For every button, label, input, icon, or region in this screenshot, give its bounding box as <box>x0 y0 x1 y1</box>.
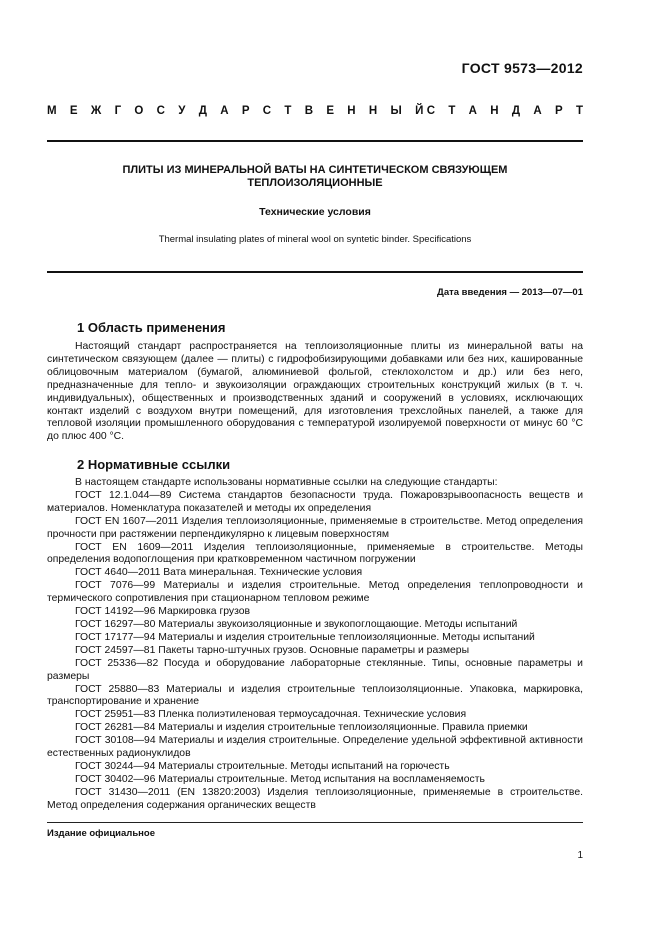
normative-reference: ГОСТ 26281—84 Материалы и изделия строительные теплоизоляционные. Правила приемки <box>75 722 528 734</box>
normative-reference: ГОСТ 30402—96 Материалы строительные. Метод испытания на воспламеняемость <box>75 773 485 785</box>
banner-letter: Г <box>114 105 122 117</box>
section-1-body <box>47 341 583 444</box>
introduction-date: Дата введения — 2013—07—01 <box>437 287 583 298</box>
document-subtitle: Технические условия <box>259 206 371 218</box>
banner-letter: Т <box>448 105 456 117</box>
banner-letter: С <box>426 105 436 117</box>
title-line-1: ПЛИТЫ ИЗ МИНЕРАЛЬНОЙ ВАТЫ НА СИНТЕТИЧЕСКОМ СВЯЗУЮЩЕМ <box>122 164 508 176</box>
normative-reference: ГОСТ 30244—94 Материалы строительные. Методы испытаний на горючесть <box>75 760 450 772</box>
banner-letter: Н <box>490 105 499 117</box>
banner-letter: У <box>178 105 186 117</box>
normative-reference: ГОСТ 7076—99 Материалы и изделия строительные. Метод определения теплопроводности и термического сопротивления при стационарном тепловом режиме <box>47 580 583 605</box>
normative-reference: ГОСТ 25336—82 Посуда и оборудование лабораторные стеклянные. Типы, основные параметры и размеры <box>47 657 583 682</box>
official-edition-label: Издание официальное <box>47 828 155 839</box>
banner-letter: С <box>262 105 272 117</box>
gost-code: ГОСТ 9573—2012 <box>461 60 583 76</box>
normative-reference: ГОСТ 12.1.044—89 Система стандартов безопасности труда. Пожаровзрывоопасность веществ и материалов. Номенклатура показателей и методы их определения <box>47 489 583 514</box>
page-number: 1 <box>577 850 583 861</box>
interstate-standard-banner <box>47 105 583 117</box>
banner-letter: Й <box>415 105 424 117</box>
banner-letter: Е <box>69 105 78 117</box>
document-title <box>47 164 583 190</box>
normative-reference: ГОСТ 17177—94 Материалы и изделия строительные теплоизоляционные. Методы испытаний <box>75 631 535 643</box>
english-title: Thermal insulating plates of mineral wool on syntetic binder. Specifications <box>158 234 472 245</box>
section-1-heading: 1 Область применения <box>77 320 226 335</box>
section-2-body <box>47 477 583 813</box>
section-2-heading: 2 Нормативные ссылки <box>77 457 231 472</box>
normative-reference: ГОСТ 24597—81 Пакеты тарно-штучных грузов. Основные параметры и размеры <box>75 644 470 656</box>
banner-letter: Д <box>511 105 521 117</box>
banner-letter: О <box>134 105 144 117</box>
banner-letter: Н <box>368 105 378 117</box>
banner-letter: Т <box>575 105 583 117</box>
normative-reference: ГОСТ 31430—2011 (EN 13820:2003) Изделия теплоизоляционные, применяемые в строительстве. Метод определения содержания органических веществ <box>47 786 583 811</box>
title-line-2: ТЕПЛОИЗОЛЯЦИОННЫЕ <box>247 177 383 189</box>
section-1-text: Настоящий стандарт распространяется на теплоизоляционные плиты из минеральной ваты на синтетическом связующем (далее — плиты) с гидрофобизирующими добавками или без них, кашированные облицовочным материалом (бумагой, алюминиевой фольгой, стеклохолстом и др.) или без него, предназначенные для тепло- и звукоизоляции ограждающих строительных конструкций жилых (в т. ч. индивидуальных), общественных и производственных зданий и сооружений в условиях, исключающих контакт изделий с воздухом внутри помещений, для изготовления трехслойных панелей, а также для тепловой изоляции промышленного оборудования с температурой изолируемой поверхности от минус 60 °С до плюс 400 °С. <box>47 341 583 443</box>
footer-rule <box>47 822 583 823</box>
normative-reference: ГОСТ EN 1609—2011 Изделия теплоизоляционные, применяемые в строительстве. Методы определения водопоглощения при кратковременном частичном погружении <box>47 541 583 566</box>
normative-reference: ГОСТ 14192—96 Маркировка грузов <box>75 606 251 618</box>
banner-letter: Ж <box>90 105 102 117</box>
banner-letter: Е <box>326 105 334 117</box>
normative-reference: ГОСТ 25880—83 Материалы и изделия строительные теплоизоляционные. Упаковка, маркировка, транспортирование и хранение <box>47 683 583 708</box>
normative-reference: ГОСТ 25951—83 Пленка полиэтиленовая термоусадочная. Технические условия <box>75 709 467 721</box>
banner-word-2 <box>427 105 583 117</box>
banner-letter: А <box>533 105 542 117</box>
banner-letter: Ы <box>390 105 402 117</box>
banner-letter: Т <box>284 105 292 117</box>
banner-word-1 <box>47 105 423 117</box>
normative-reference: ГОСТ 16297—80 Материалы звукоизоляционные и звукопоглощающие. Методы испытаний <box>75 618 518 630</box>
banner-letter: С <box>156 105 165 117</box>
normative-reference: ГОСТ EN 1607—2011 Изделия теплоизоляционные, применяемые в строительстве. Метод определения прочности при растяжении перпендикулярно к лицевым поверхностям <box>47 515 583 540</box>
section-2-intro: В настоящем стандарте использованы нормативные ссылки на следующие стандарты: <box>75 477 498 488</box>
normative-reference: ГОСТ 30108—94 Материалы и изделия строительные. Определение удельной эффективной активности естественных радионуклидов <box>47 735 583 760</box>
banner-letter: М <box>47 105 57 117</box>
banner-letter: А <box>468 105 477 117</box>
banner-letter: Р <box>555 105 563 117</box>
title-rule <box>47 271 583 273</box>
top-rule <box>47 140 583 142</box>
banner-letter: Д <box>198 105 207 117</box>
banner-letter: А <box>220 105 229 117</box>
banner-letter: В <box>304 105 314 117</box>
normative-reference: ГОСТ 4640—2011 Вата минеральная. Технические условия <box>75 567 363 579</box>
banner-letter: Н <box>347 105 356 117</box>
banner-letter: Р <box>241 105 250 117</box>
